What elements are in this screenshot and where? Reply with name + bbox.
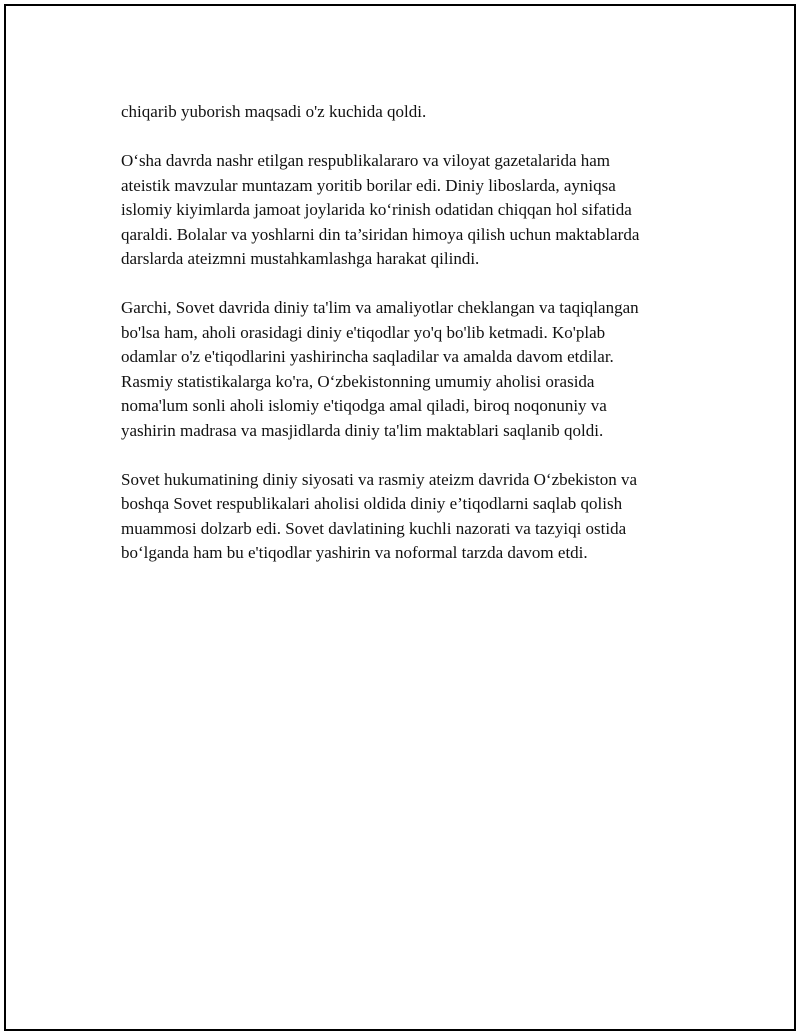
text-line: Sovet hukumatining diniy siyosati va rasmiy ateizm davrida O‘zbekiston va [121, 469, 638, 489]
text-line: O‘sha davrda nashr etilgan respublikalararo va viloyat gazetalarida ham [121, 151, 611, 170]
text-line: Garchi, Sovet davrida diniy ta'lim va amaliyotlar cheklangan va taqiqlangan [121, 298, 639, 317]
text-line: yashirin madrasa va masjidlarda diniy ta'lim maktablari saqlanib qoldi. [121, 420, 604, 440]
document-body [121, 100, 691, 566]
paragraph-spacer [121, 272, 691, 297]
text-line: bo'lsa ham, aholi orasidagi diniy e'tiqodlar yo'q bo'lib ketmadi. Ko'plab [121, 322, 606, 342]
paragraph-spacer [121, 125, 691, 150]
text-line: chiqarib yuborish maqsadi o'z kuchida qoldi. [121, 102, 427, 121]
text-line: boshqa Sovet respublikalari aholisi oldida diniy e’tiqodlarni saqlab qolish [121, 494, 623, 513]
paragraph [121, 468, 691, 566]
text-line: qaraldi. Bolalar va yoshlarni din ta’siridan himoya qilish uchun maktablarda [121, 224, 640, 244]
paragraph [121, 100, 691, 125]
text-line: bo‘lganda ham bu e'tiqodlar yashirin va noformal tarzda davom etdi. [121, 543, 588, 562]
text-line: odamlar o'z e'tiqodlarini yashirincha saqladilar va amalda davom etdilar. [121, 347, 614, 366]
page-frame [4, 4, 796, 1031]
text-line: darslarda ateizmni mustahkamlashga harakat qilindi. [121, 249, 480, 268]
text-line: noma'lum sonli aholi islomiy e'tiqodga amal qiladi, biroq noqonuniy va [121, 396, 607, 415]
paragraph [121, 296, 691, 443]
text-line: muammosi dolzarb edi. Sovet davlatining kuchli nazorati va tazyiqi ostida [121, 518, 627, 538]
text-line: islomiy kiyimlarda jamoat joylarida ko‘rinish odatidan chiqqan hol sifatida [121, 200, 632, 219]
paragraph-spacer [121, 443, 691, 468]
text-line: ateistik mavzular muntazam yoritib borilar edi. Diniy liboslarda, ayniqsa [121, 175, 616, 195]
text-line: Rasmiy statistikalarga ko'ra, O‘zbekistonning umumiy aholisi orasida [121, 371, 595, 391]
paragraph [121, 149, 691, 272]
